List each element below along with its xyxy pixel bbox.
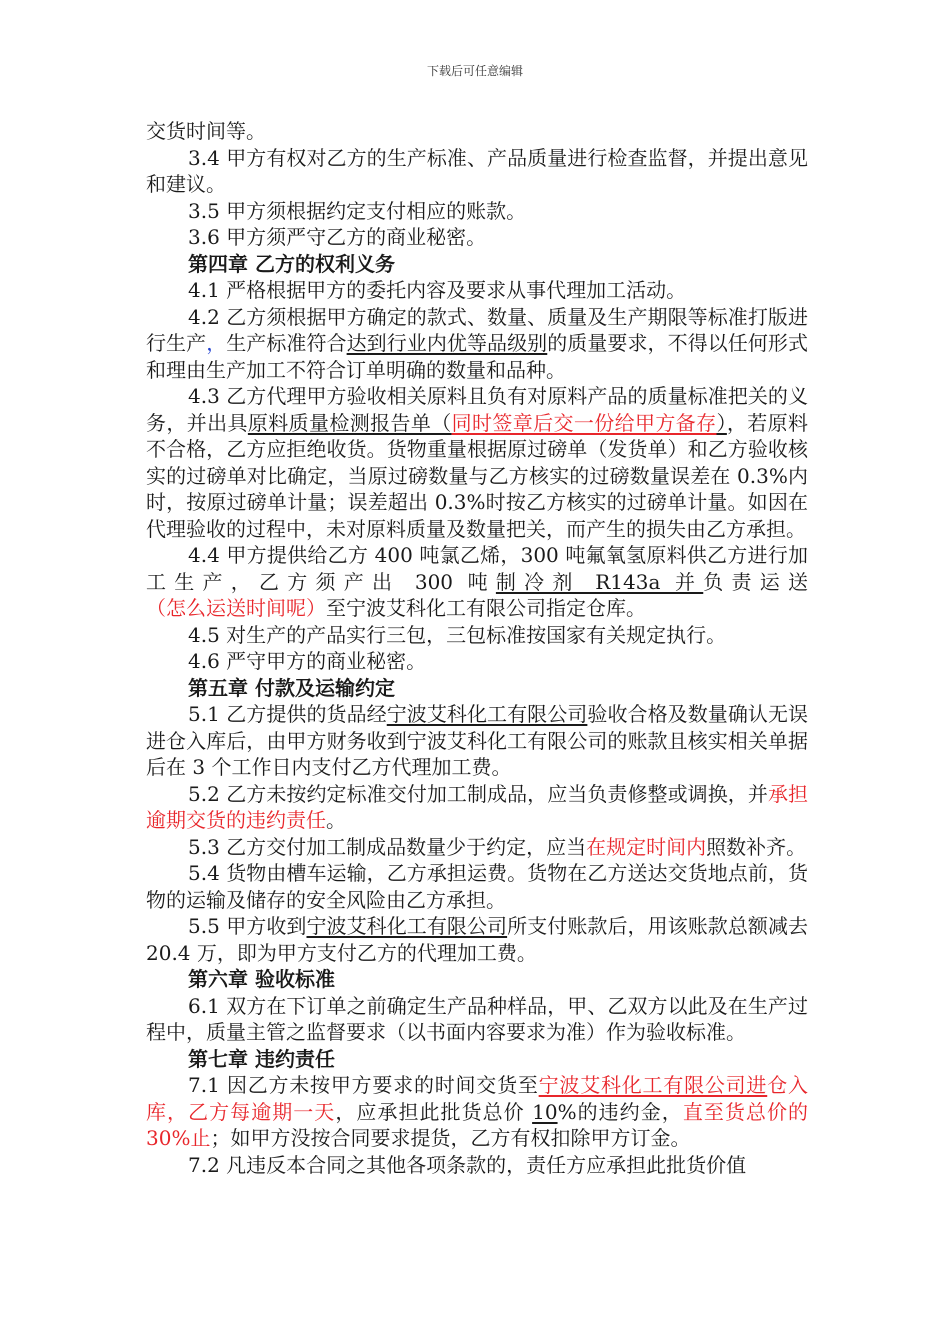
- clause-5-4: 5.4 货物由槽车运输，乙方承担运费。货物在乙方送达交货地点前，货物的运输及储存的安全风险由乙方承担。: [146, 861, 808, 912]
- text-run: 5.5 甲方收到: [188, 914, 307, 938]
- red-text: 仓入库，乙方每逾期一天: [146, 1073, 808, 1124]
- underlined-number: 10: [532, 1099, 558, 1124]
- underlined-text: ）: [716, 410, 727, 435]
- text-run: %的违约金，: [557, 1099, 683, 1124]
- chapter-6-heading: 第六章 验收标准: [188, 967, 335, 991]
- text-run: 验收合格及数量确认无误进仓入库后，由甲方财务收到宁波艾科化工有限公司的账款且核实相关单据后在 3 个工作日内支付乙方代理加工费。: [146, 702, 809, 779]
- clause-4-4: [146, 542, 808, 622]
- text-run: 。: [326, 808, 346, 832]
- text-run: ，应承担此批货总价: [335, 1099, 533, 1124]
- clause-4-5: 4.5 对生产的产品实行三包，三包标准按国家有关规定执行。: [188, 622, 727, 647]
- text-run: 7.1 因乙方未按甲方要求的时间交货至: [188, 1073, 539, 1097]
- underlined-text: 达到行业内优等品级别: [346, 331, 548, 355]
- clause-5-3: [146, 834, 808, 861]
- red-text: 承担逾期交货的违约责任: [146, 781, 809, 832]
- clause-3-5: 3.5 甲方须根据约定支付相应的账款。: [188, 198, 527, 223]
- text-run: 至宁波艾科化工有限公司指定仓库。: [326, 596, 646, 620]
- chapter-4-heading: 第四章 乙方的权利义务: [188, 251, 395, 276]
- red-underlined-text: 同时签章后交一份给甲方备存: [451, 410, 717, 435]
- red-text: 在规定时间内: [586, 834, 707, 859]
- document-body: [146, 118, 808, 1178]
- underlined-text: 原料质量检测报告单（: [247, 410, 452, 435]
- text-run: 负责运送: [703, 569, 809, 594]
- clause-4-2: [146, 304, 808, 384]
- paragraph-3-3-end: 交货时间等。: [146, 119, 266, 143]
- text-run: 照数补齐。: [706, 834, 807, 859]
- text-run: 4.4 甲方提供给乙方 400 吨氯乙烯，300 吨氟氧氢原料供乙方进行加工生产，乙方须产出 300 吨: [146, 543, 808, 594]
- text-run: ，若原料不合格，乙方应拒绝收货。货物重量根据原过磅单（发货单）和乙方验收核实的过磅单对比确定，当原过磅数量与乙方核实的过磅数量误差在 0.3%内时，按原过磅单计量；误差超出 0.3%时按乙方核实的过磅单计量。如因在代理验收的过程中，未对原料质量及数量把关，而产生的损失由乙方承担。: [146, 410, 808, 541]
- clause-4-6: 4.6 严守甲方的商业秘密。: [188, 649, 427, 673]
- text-run: 5.1 乙方提供的货品经: [188, 702, 387, 726]
- text-run: 4.2 乙方须根据甲方确定的款式、数量、质量及生产期限等标准打版进行生产: [146, 304, 808, 355]
- text-run: 5.2 乙方未按约定标准交付加工制成品，应当负责修整或调换，并: [188, 781, 768, 806]
- red-text: 直至货总价的 30%止: [146, 1099, 809, 1150]
- clause-5-5: [146, 913, 808, 966]
- text-run: 4.3 乙方代理甲方验收相关原料且负有对原料产品的质量标准把关的义务，并出具: [146, 384, 808, 435]
- clause-3-6: 3.6 甲方须严守乙方的商业秘密。: [188, 225, 487, 249]
- chapter-5-heading: 第五章 付款及运输约定: [188, 675, 395, 700]
- page-header: 下载后可任意编辑: [426, 64, 523, 78]
- clause-4-1: 4.1 严格根据甲方的委托内容及要求从事代理加工活动。: [188, 278, 687, 302]
- blue-comma: ，: [206, 331, 227, 355]
- text-run: 生产标准符合: [226, 331, 347, 355]
- clause-5-1: [146, 701, 808, 781]
- clause-5-2: [146, 781, 808, 834]
- underlined-text: 制冷剂 R143a 并: [495, 569, 704, 594]
- text-run: 5.3 乙方交付加工制成品数量少于约定，应当: [188, 834, 587, 859]
- underlined-text: 宁波艾科化工有限公司: [386, 702, 588, 726]
- chapter-7-heading: 第七章 违约责任: [188, 1046, 335, 1071]
- clause-7-1: [146, 1072, 808, 1152]
- text-run: ；如甲方没按合同要求提货，乙方有权扣除甲方订金。: [210, 1126, 691, 1150]
- red-underlined-text: 宁波艾科化工有限公司进: [538, 1073, 768, 1097]
- clause-6-1: 6.1 双方在下订单之前确定生产品种样品，甲、乙双方以此及在生产过程中，质量主管之监督要求（以书面内容要求为准）作为验收标准。: [146, 993, 808, 1044]
- red-annotation: （怎么运送时间呢）: [146, 596, 326, 620]
- underlined-text: 宁波艾科化工有限公司: [306, 914, 508, 938]
- clause-3-4: 3.4 甲方有权对乙方的生产标准、产品质量进行检查监督，并提出意见和建议。: [146, 145, 808, 196]
- clause-4-3: [146, 383, 808, 542]
- text-run: 所支付账款后，用该账款总额减去 20.4 万，即为甲方支付乙方的代理加工费。: [146, 914, 809, 965]
- clause-7-2: 7.2 凡违反本合同之其他各项条款的，责任方应承担此批货价值: [188, 1152, 747, 1177]
- text-run: 的质量要求，不得以任何形式和理由生产加工不符合订单明确的数量和品种。: [146, 331, 808, 382]
